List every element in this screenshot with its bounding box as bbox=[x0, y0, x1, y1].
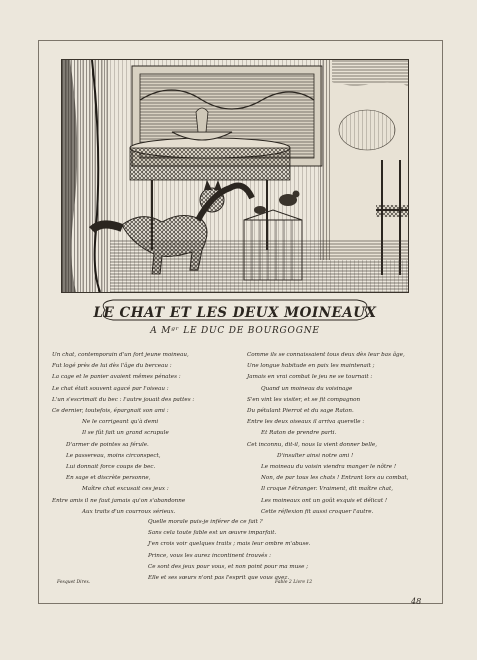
poem-moral-line: Quelle morale puis-je inférer de ce fait ? bbox=[148, 519, 263, 525]
poem-right-line: Quand un moineau du voisinage bbox=[261, 385, 353, 392]
poem-left-line: Un chat, contemporain d'un fort jeune moineau, bbox=[52, 352, 189, 358]
poem-right-line: S'en vint les visiter, et se fit compagnon bbox=[247, 396, 361, 403]
poem-left-line: En sage et discrète personne, bbox=[66, 475, 151, 482]
poem-right-line: Et Raton de prendre parti. bbox=[261, 430, 337, 437]
poem-left-line: Lui donnait force coups de bec. bbox=[66, 464, 156, 471]
poem-left-line: Maître chat excusait ces jeux : bbox=[82, 486, 169, 493]
fable-reference: Fable 2 Livre 12 bbox=[275, 580, 313, 585]
poem-right-line: Le moineau du voisin viendra manger le nôtre ! bbox=[261, 464, 397, 471]
poem-left-line: Le passereau, moins circonspect, bbox=[66, 452, 161, 459]
poem-left-line: L'un s'escrimait du bec : l'autre jouait des pattes : bbox=[52, 396, 195, 403]
poem-right-line: Cet inconnu, dit-il, nous la vient donner belle, bbox=[247, 441, 378, 448]
poem-right-line: Comme ils se connaissaient tous deux dès leur bas âge, bbox=[247, 352, 405, 358]
poem-left-column bbox=[52, 350, 242, 518]
poem-left-line: D'armer de pointes sa férule. bbox=[66, 441, 149, 448]
poem-right-line: Il croque l'étranger. Vraiment, dit maître chat, bbox=[261, 486, 394, 493]
poem-left-line: Il se fût fait un grand scrupule bbox=[82, 430, 169, 437]
poem-left-line: Entre amis il ne faut jamais qu'on s'abandonne bbox=[52, 497, 186, 504]
poem-left-line: Ce dernier, toutefois, épargnait son ami : bbox=[52, 408, 169, 415]
poem-right-line: Entre les deux oiseaux il arriva querelle : bbox=[247, 419, 365, 426]
poem-moral-line: Ce sont des jeux pour vous, et non point pour ma muse ; bbox=[148, 563, 309, 570]
poem-right-line: Non, de par tous les chats ! Entrant lors au combat, bbox=[261, 475, 409, 482]
poem-moral-line: Elle et ses sœurs n'ont pas l'esprit que vous avez. bbox=[148, 575, 290, 582]
poem-right-line: Du pétulant Pierrot et du sage Raton. bbox=[247, 408, 354, 415]
poem-left-line: La cage et le panier avaient mêmes pénates : bbox=[52, 374, 181, 381]
engraving-illustration bbox=[61, 59, 409, 293]
engraver-credit: Fesquet Direx. bbox=[57, 580, 91, 585]
dedication: A Mᵍʳ LE DUC DE BOURGOGNE bbox=[150, 326, 320, 336]
poem-moral-line: Prince, vous les aurez incontinent trouvés : bbox=[148, 552, 271, 559]
page-number: 48 bbox=[411, 597, 422, 606]
poem-left-line: Aux traits d'un courroux sérieux. bbox=[82, 508, 176, 515]
fable-title: LE CHAT ET LES DEUX MOINEAUX bbox=[93, 305, 377, 321]
poem-right-line: Une longue habitude en paix les maintenait ; bbox=[247, 363, 375, 370]
poem-left-line: Fut logé près de lui dès l'âge du berceau : bbox=[52, 363, 172, 370]
poem-right-line: Jamais en vrai combat le jeu ne se tournait : bbox=[247, 374, 373, 381]
poem-right-column bbox=[247, 350, 437, 518]
poem-moral bbox=[148, 517, 313, 585]
poem-right-line: D'insulter ainsi notre ami ! bbox=[277, 452, 354, 459]
poem-left-line: Le chat était souvent agacé par l'oiseau : bbox=[52, 385, 169, 392]
poem-right-line: Cette réflexion fit aussi croquer l'autre. bbox=[261, 508, 374, 515]
poem-moral-line: Sans cela toute fable est un œuvre imparfait. bbox=[148, 530, 277, 537]
poem-left-line: Ne le corrigeant qu'à demi bbox=[82, 419, 159, 426]
poem-right-line: Les moineaux ont un goût exquis et délicat ! bbox=[261, 497, 388, 504]
poem-moral-line: J'en crois voir quelques traits ; mais leur ombre m'abuse. bbox=[148, 541, 311, 548]
